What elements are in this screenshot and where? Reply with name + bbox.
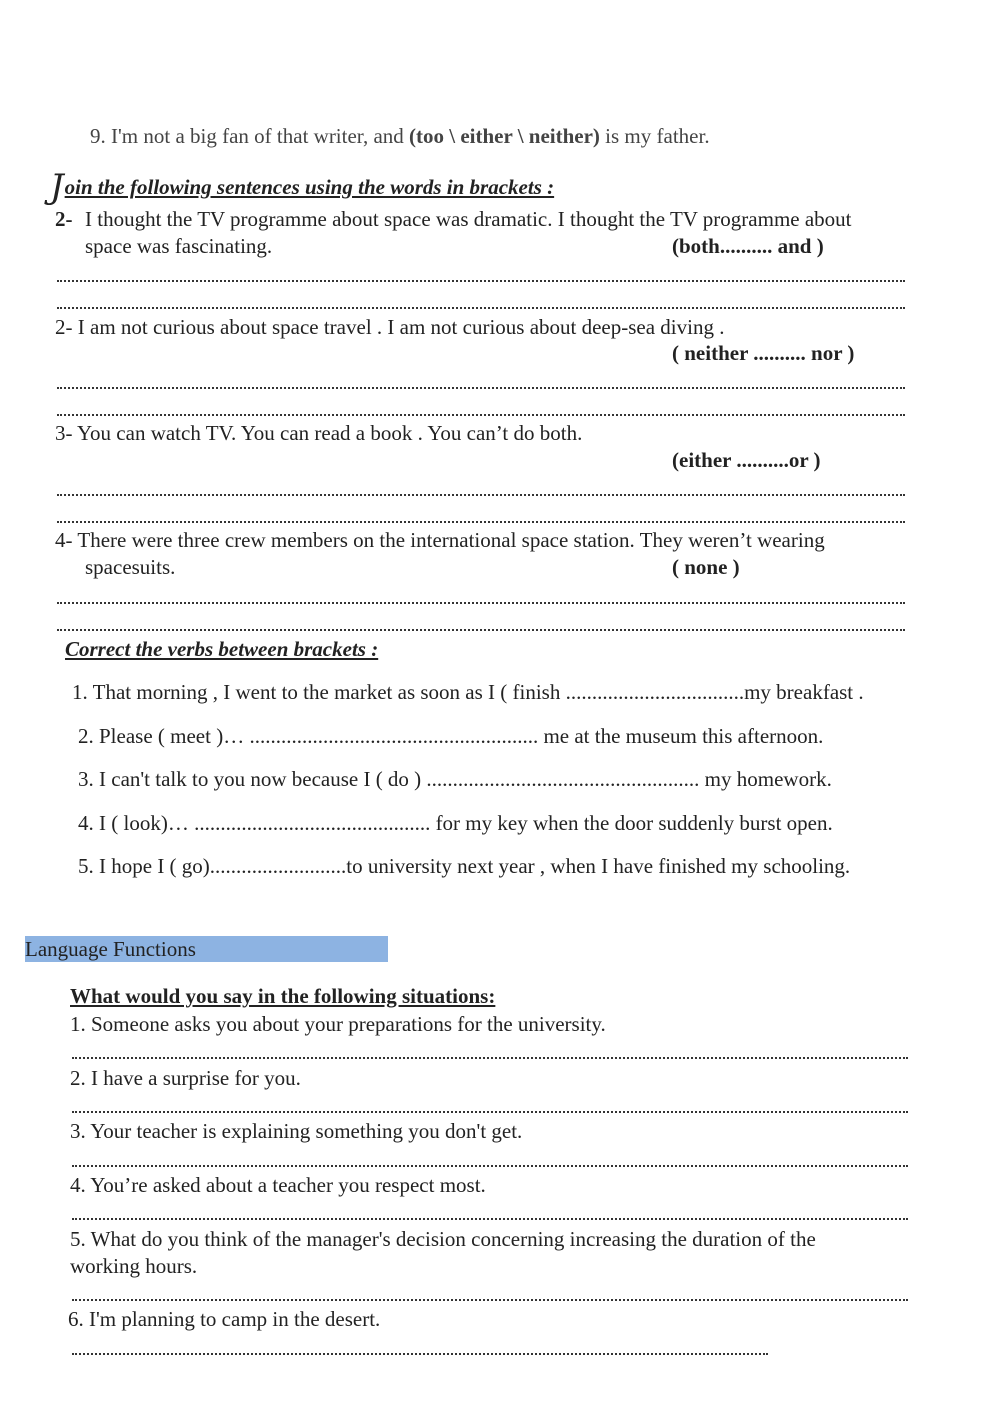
decorative-initial: J (50, 167, 64, 207)
item-text-end: is my father. (599, 124, 710, 148)
join-item-number: 2- (55, 207, 73, 231)
situation-item: 2. I have a surprise for you. (70, 1066, 301, 1090)
answer-line[interactable] (57, 387, 905, 389)
join-item-text: I thought the TV programme about space was dramatic. I thought the TV programme about (85, 207, 852, 231)
language-functions-banner (25, 936, 388, 962)
answer-line[interactable] (57, 307, 905, 309)
join-item-text-cont: space was fascinating. (85, 234, 273, 258)
answer-line[interactable] (72, 1218, 908, 1220)
join-item-number: 4- (55, 528, 73, 552)
answer-line[interactable] (72, 1057, 908, 1059)
join-item-hint: ( none ) (672, 555, 740, 579)
verb-item: 2. Please ( meet )… ....................................................... me at the museum this afternoon. (78, 724, 824, 748)
exercise-item-9 (90, 123, 710, 149)
join-item-text-cont: spacesuits. (85, 555, 176, 579)
answer-line[interactable] (57, 280, 905, 282)
verbs-section-heading: Correct the verbs between brackets : (65, 637, 379, 661)
answer-line[interactable] (57, 629, 905, 631)
answer-line[interactable] (57, 494, 905, 496)
answer-line[interactable] (72, 1353, 768, 1355)
item-choices: (too \ either \ neither) (409, 124, 600, 148)
heading-text: oin the following sentences using the words in brackets : (64, 175, 555, 199)
join-item-text: There were three crew members on the international space station. They weren’t wearing (77, 528, 825, 552)
join-item (55, 420, 582, 446)
join-item-hint: (both.......... and ) (672, 234, 824, 258)
join-item-text: I am not curious about space travel . I am not curious about deep-sea diving . (77, 315, 725, 339)
answer-line[interactable] (72, 1111, 908, 1113)
join-item-hint: ( neither .......... nor ) (672, 341, 855, 365)
verb-item: 5. I hope I ( go)..........................to university next year , when I have finished my schooling. (78, 854, 851, 878)
join-section-heading (50, 167, 555, 207)
answer-line[interactable] (57, 521, 905, 523)
verb-item: 3. I can't talk to you now because I ( do ) .................................................... my homework. (78, 767, 832, 791)
join-item-text: You can watch TV. You can read a book . You can’t do both. (76, 421, 583, 445)
join-item (55, 314, 724, 340)
join-item-number: 2- (55, 315, 73, 339)
banner-text: Language Functions (25, 937, 196, 961)
join-item (55, 527, 825, 553)
join-item-hint: (either ..........or ) (672, 448, 821, 472)
join-item-number: 3- (55, 421, 73, 445)
answer-line[interactable] (57, 602, 905, 604)
answer-line[interactable] (72, 1165, 908, 1167)
situation-item: 1. Someone asks you about your preparations for the university. (70, 1012, 606, 1036)
situation-item: 4. You’re asked about a teacher you respect most. (70, 1173, 486, 1197)
situation-item-cont: working hours. (70, 1254, 198, 1278)
item-text: 9. I'm not a big fan of that writer, and (90, 124, 410, 148)
situation-item: 5. What do you think of the manager's decision concerning increasing the duration of the (70, 1227, 816, 1251)
situation-item: 3. Your teacher is explaining something you don't get. (70, 1119, 523, 1143)
answer-line[interactable] (57, 414, 905, 416)
verb-item: 4. I ( look)… ............................................. for my key when the door suddenly burst open. (78, 811, 833, 835)
situation-item: 6. I'm planning to camp in the desert. (68, 1307, 381, 1331)
verb-item: 1. That morning , I went to the market as soon as I ( finish ..................................my breakfast . (72, 680, 864, 704)
answer-line[interactable] (72, 1299, 908, 1301)
situations-heading: What would you say in the following situations: (70, 984, 496, 1008)
